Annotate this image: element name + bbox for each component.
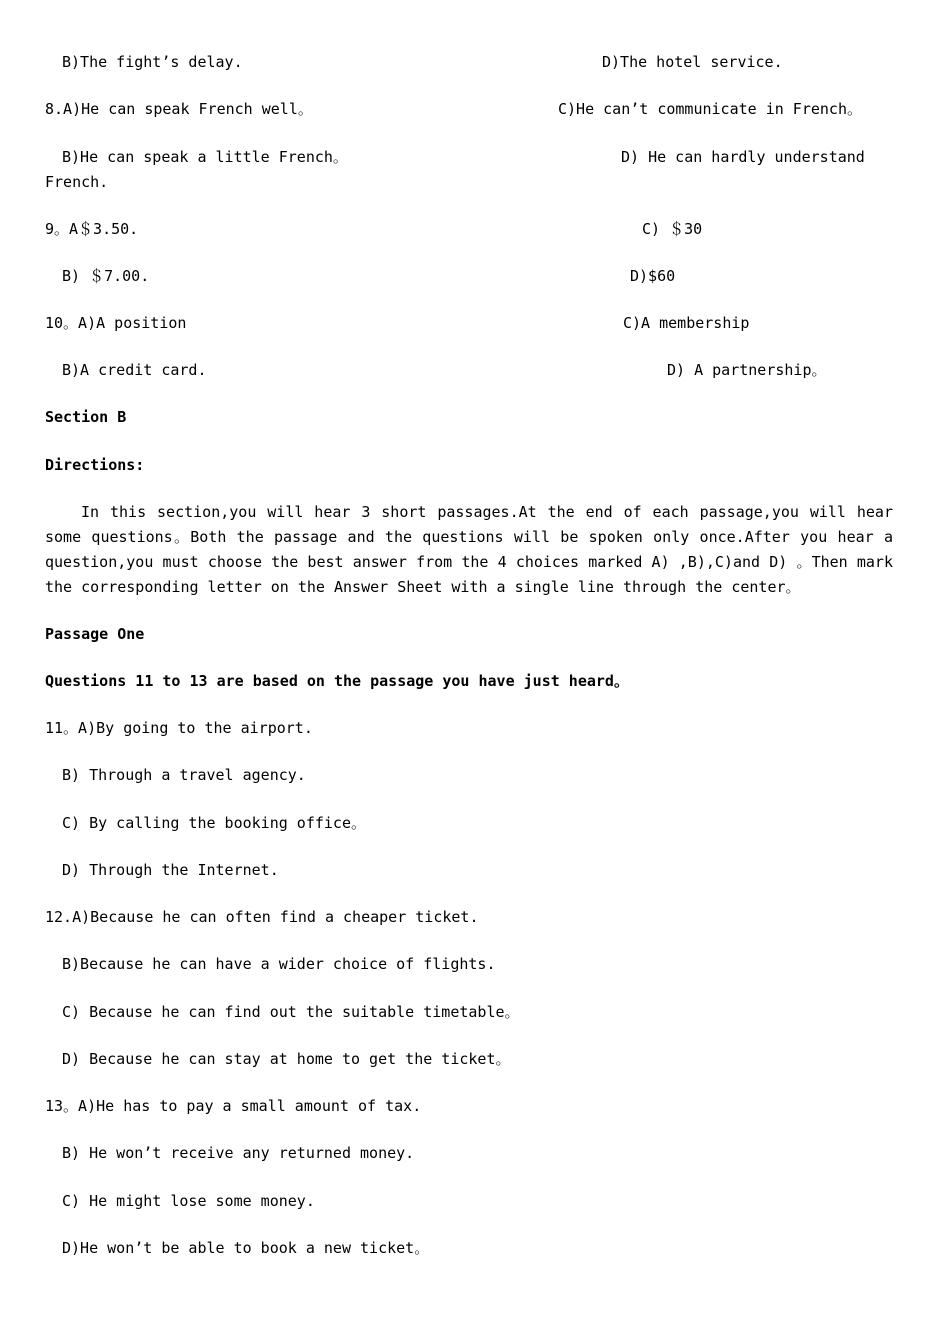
directions-text: In this section,you will hear 3 short passages.At the end of each passage,you will hear some questions。Both the passage and the questions will be spoken only once.After you hear a question,you must choose the best answer from the 4 choices marked A) ,B),C)and D) 。Then mark the corresponding letter on the Answer Sheet with a single line through the center。 bbox=[45, 503, 893, 596]
q7-option-d: D)The hotel service. bbox=[602, 53, 783, 71]
q10-option-b: B)A credit card. bbox=[62, 361, 207, 379]
section-b-title: Section B bbox=[45, 408, 127, 426]
q13-option-c: C) He might lose some money. bbox=[62, 1192, 315, 1210]
q12-option-a: 12.A)Because he can often find a cheaper ticket. bbox=[45, 908, 479, 926]
q9-option-c: C) ＄30 bbox=[642, 220, 703, 238]
q12-option-b: B)Because he can have a wider choice of flights. bbox=[62, 955, 496, 973]
q10-option-d: D) A partnership。 bbox=[667, 361, 827, 379]
q11-option-d: D) Through the Internet. bbox=[62, 861, 279, 879]
q7-option-b: B)The fight’s delay. bbox=[62, 53, 243, 71]
q11-option-c: C) By calling the booking office。 bbox=[62, 814, 366, 832]
q8-option-d: D) He can hardly understand bbox=[621, 148, 865, 166]
q10-option-a: 10。A)A position bbox=[45, 314, 187, 332]
q9-option-d: D)$60 bbox=[630, 267, 676, 285]
q8-option-b: B)He can speak a little French。 bbox=[62, 148, 348, 166]
q13-option-a: 13。A)He has to pay a small amount of tax. bbox=[45, 1097, 422, 1115]
passage-one-instruction: Questions 11 to 13 are based on the passage you have just heard。 bbox=[45, 672, 629, 690]
q9-option-b: B) ＄7.00. bbox=[62, 267, 150, 285]
q11-option-a: 11。A)By going to the airport. bbox=[45, 719, 313, 737]
q8-option-a: 8.A)He can speak French well。 bbox=[45, 100, 313, 118]
q8-option-c: C)He can’t communicate in French。 bbox=[558, 100, 862, 118]
q11-option-b: B) Through a travel agency. bbox=[62, 766, 306, 784]
q13-option-b: B) He won’t receive any returned money. bbox=[62, 1144, 415, 1162]
q12-option-d: D) Because he can stay at home to get the ticket。 bbox=[62, 1050, 511, 1068]
passage-one-title: Passage One bbox=[45, 625, 145, 643]
q9-option-a: 9。A＄3.50. bbox=[45, 220, 139, 238]
q8-option-d-continued: French. bbox=[45, 173, 109, 191]
directions-label: Directions: bbox=[45, 456, 145, 474]
q12-option-c: C) Because he can find out the suitable timetable。 bbox=[62, 1003, 520, 1021]
q13-option-d: D)He won’t be able to book a new ticket。 bbox=[62, 1239, 430, 1257]
q10-option-c: C)A membership bbox=[623, 314, 750, 332]
